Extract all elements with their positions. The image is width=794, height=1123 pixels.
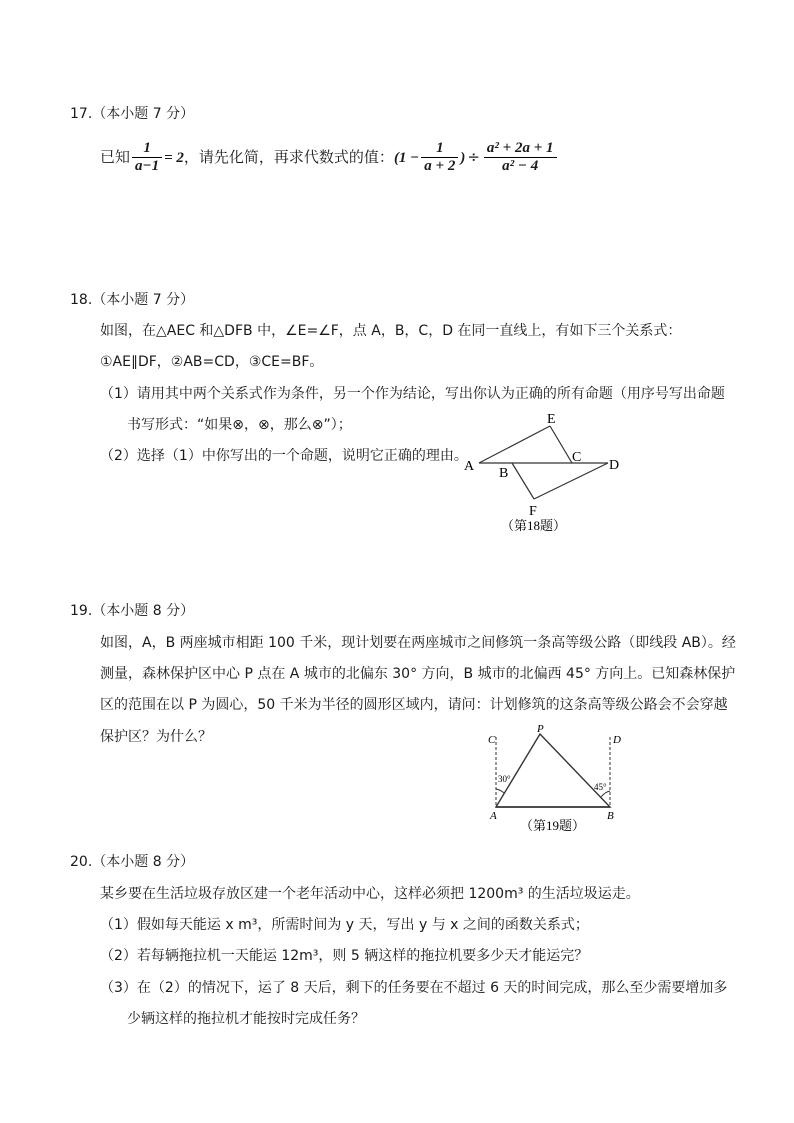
q19-figure bbox=[480, 723, 630, 838]
q17-expr-open: (1 − bbox=[393, 150, 420, 166]
q20-part3-line2: 少辆这样的拖拉机才能按时完成任务？ bbox=[127, 1011, 365, 1027]
q17-expr-close: ) bbox=[460, 150, 466, 166]
q19-label-p: P bbox=[537, 723, 544, 735]
q17-expr2-numerator: a² + 2a + 1 bbox=[484, 140, 557, 158]
q17-expr-fraction bbox=[421, 140, 458, 175]
q17-expr2-denominator: a² − 4 bbox=[502, 158, 539, 174]
q17-header: 17.（本小题 7 分） bbox=[70, 106, 195, 122]
q20-header: 20.（本小题 8 分） bbox=[70, 854, 195, 870]
q17-prefix: 已知 bbox=[100, 148, 131, 166]
q17-cond-numerator: 1 bbox=[132, 140, 162, 158]
q18-label-b: B bbox=[499, 466, 509, 481]
q17-cond-rhs: = 2 bbox=[164, 150, 184, 166]
q18-part1-line2: 书写形式：“如果⊗，⊗，那么⊗”）； bbox=[127, 417, 352, 433]
q17-divide-sign: ÷ bbox=[467, 148, 480, 166]
q20-part3-line1: （3）在（2）的情况下，运了 8 天后，剩下的任务要在不超过 6 天的时间完成，那么至少需要增加多 bbox=[100, 980, 728, 996]
q18-part2: （2）选择（1）中你写出的一个命题，说明它正确的理由。 bbox=[100, 448, 468, 464]
q18-line-fd bbox=[534, 463, 608, 499]
q17-condition-fraction bbox=[132, 140, 162, 175]
q18-line-bf bbox=[512, 463, 534, 499]
q20-part2: （2）若每辆拖拉机一天能运 12m³，则 5 辆这样的拖拉机要多少天才能运完？ bbox=[100, 948, 589, 964]
q18-header: 18.（本小题 7 分） bbox=[70, 292, 195, 308]
q17-expr-numerator: 1 bbox=[421, 140, 458, 158]
q17-cond-denominator: a−1 bbox=[135, 158, 160, 174]
q17-mid-text: ，请先化简，再求代数式的值： bbox=[183, 148, 394, 166]
q18-line2: ①AE∥DF，②AB=CD，③CE=BF。 bbox=[100, 354, 324, 370]
q18-line-ae bbox=[479, 426, 550, 463]
q20-part1: （1）假如每天能运 x m³，所需时间为 y 天，写出 y 与 x 之间的函数关系式； bbox=[100, 917, 589, 933]
q19-caption: （第19题） bbox=[520, 818, 586, 833]
q19-line3: 区的范围在以 P 为圆心，50 千米为半径的圆形区域内，请问：计划修筑的这条高等级公路会不会穿越 bbox=[100, 697, 728, 713]
q19-label-c: C bbox=[488, 734, 496, 746]
q19-line1: 如图，A，B 两座城市相距 100 千米，现计划要在两座城市之间修筑一条高等级公路（即线段 AB）。经 bbox=[100, 635, 736, 651]
q18-line-ec bbox=[550, 426, 572, 463]
q18-label-a: A bbox=[464, 459, 475, 474]
q18-line1: 如图，在△AEC 和△DFB 中，∠E=∠F，点 A，B，C，D 在同一直线上，有如下三个关系式： bbox=[100, 323, 682, 339]
q18-label-d: D bbox=[609, 458, 620, 473]
q17-statement bbox=[100, 140, 559, 175]
q18-figure bbox=[455, 405, 635, 535]
q18-label-e: E bbox=[547, 412, 556, 427]
q19-angle-arc-a bbox=[496, 789, 504, 793]
q17-expr2-fraction bbox=[484, 140, 557, 175]
q17-expr-denominator: a + 2 bbox=[424, 158, 456, 174]
q19-line4: 保护区？为什么？ bbox=[100, 729, 212, 745]
q19-label-d: D bbox=[613, 734, 621, 746]
q18-part1-line1: （1）请用其中两个关系式作为条件，另一个作为结论，写出你认为正确的所有命题（用序号写出命题 bbox=[100, 386, 725, 402]
q19-label-a: A bbox=[490, 810, 497, 822]
q20-line1: 某乡要在生活垃圾存放区建一个老年活动中心，这样必须把 1200m³ 的生活垃圾运走。 bbox=[100, 886, 640, 902]
q19-triangle-apb bbox=[496, 734, 610, 807]
q19-line2: 测量，森林保护区中心 P 点在 A 城市的北偏东 30° 方向，B 城市的北偏西 45° 方向上。已知森林保护 bbox=[100, 666, 736, 682]
q18-label-f: F bbox=[529, 504, 537, 519]
q19-angle-a: 30° bbox=[498, 774, 511, 784]
q19-angle-b: 45° bbox=[594, 782, 607, 792]
q18-label-c: C bbox=[572, 450, 582, 465]
q19-label-b: B bbox=[607, 810, 614, 822]
q19-header: 19.（本小题 8 分） bbox=[70, 603, 195, 619]
q18-caption: （第18题） bbox=[501, 518, 567, 533]
